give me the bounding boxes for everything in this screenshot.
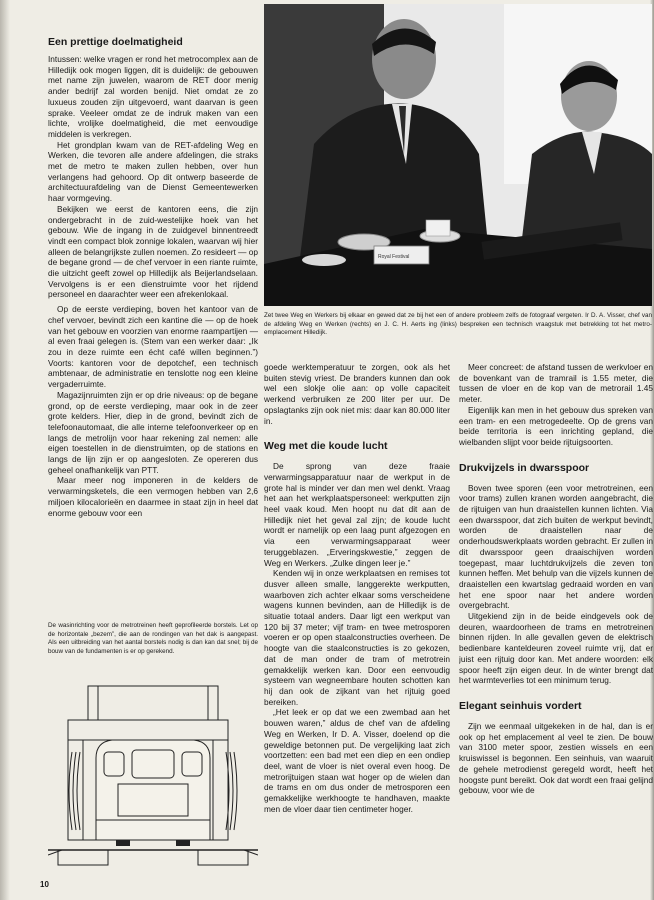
section-heading: Drukvijzels in dwarsspoor — [459, 461, 590, 474]
tram-drawing-caption: De wasinrichting voor de metrotreinen heeft geprofileerde borstels. Let op de horizontale „bezem”, die aan de rondingen van het dak is aangepast. Als een uitbreiding van het aantal borstels nodig is dan kan dat snel; bij de bouw van de fundamenten is er op gerekend. — [48, 622, 258, 655]
tram-wash-drawing — [48, 680, 258, 870]
paragraph: Bekijken we eerst de kantoren eens, die zijn ondergebracht in de zuid-westelijke hoek van het gebouw. Wie de ingang in de zuidgevel binnentreedt vindt een compact blok zonnige lokalen, waarvan wij hier alleen de belangrijkste zullen noemen. Zo resideert — op de begane grond — de chef vervoer in een riante ruimte, die uitzicht geeft zowel op Hilledijk als Beijerlandselaan. Vervolgens is er een dienstruimte voor het rijdend personeel en daarachter weer een afrekenlokaal. — [48, 203, 258, 300]
paragraph: Meer concreet: de afstand tussen de werkvloer en de bovenkant van de tramrail is 1.55 meter, die tussen de vloer en de kop van de metrorail 1.45 meter. — [459, 362, 653, 405]
paragraph: Magazijnruimten zijn er op drie niveaus: op de begane grond, op de eerste verdieping, maar ook in de zeer grote kelders. Hier, diep in de grond, bevindt zich de telefoonautomaat, die alle interne telefoonverkeer op en langs de metrolijn voor haar rekening zal nemen: alle eigen toestellen in de dienstruimten, op de stations en langs de lijn zijn er op aangesloten. Ze opereren dus geheel onafhankelijk van PTT. — [48, 389, 258, 475]
photo-caption: Zet twee Weg en Werkers bij elkaar en gewed dat ze bij het een of andere probleem zelfs de fotograaf vergeten. Ir D. A. Visser, chef van de afdeling Weg en Werken (rechts) en J. C. H. Aerts ing (links) bespreken een technisch vraagstuk met betrekking tot het metro-emplacement Hilledijk. — [264, 312, 652, 337]
cigarette-pack-label: Royal Festival — [378, 254, 410, 260]
paragraph: „Het leek er op dat we een zwembad aan het bouwen waren,” aldus de chef van de afdeling Weg en Werken, Ir D. A. Visser, doelend op die geweldige betonnen put. De vergelijking laat zich voortzetten: een bad met een diep en een ondiep deel, want de vloer is niet overal even hoog. De metrorijtuigen staan wat hoger op de wielen dan de trams en om dus onder de metrosporen een gemakkelijke werkhoogte te handhaven, maakte men de vloer daar tien centimeter hoger. — [264, 707, 450, 814]
page-gutter-shadow — [0, 0, 10, 900]
page-number: 10 — [40, 880, 49, 889]
photo-two-men — [264, 4, 652, 306]
paragraph: Intussen: welke vragen er rond het metrocomplex aan de Hilledijk ook mogen liggen, dit is duidelijk: de gebouwen met name zijn juwelen, waarom de RET door menig ander bedrijf zal worden benijd. Niet omdat ze zo luxueus zouden zijn uitgevoerd, want daarvan is geen sprake. Veeleer omdat ze de indruk maken van een lichte, vrolijke doelmatigheid, die met eenvoudige middelen is verkregen. — [48, 54, 258, 139]
paragraph: Kenden wij in onze werkplaatsen en remises tot dusver alleen smalle, langgerekte werkputten, waarboven zich achter elkaar soms verscheidene wagens kunnen bevinden, aan de Hilledijk is de situatie totaal anders. Daar ligt een werkput van 120 bij 37 meter; vijf tram- en twee metrosporen voeren er op open staalconstructies overheen. De hoogte van die staalconstructies is zo gekozen, dat de man onder de tram of metrotrein gemakkelijk werken kan. Door een eenvoudig systeem van wegneembare houten schotten kan hij dan ook de zijkant van het rijtuig goed bereiken. — [264, 568, 450, 707]
paragraph: De sprong van deze fraaie verwarmingsapparatuur naar de werkput in de grote hal is minder ver dan men wel denkt. Vraag het aan het werkplaatspersoneel: werkputten zijn heel vaak koud. Men hoopt nu dat dit aan de Hilledijk niet het geval zal zijn; de koude lucht wordt er namelijk op een laag punt afgezogen en via een verwarmingsapparaat weer teruggeblazen. „Erveringskwestie,” zeggen de Weg en Werkers. „Zulke dingen leer je.” — [264, 461, 450, 568]
column-1 — [48, 36, 258, 606]
paragraph: Het grondplan kwam van de RET-afdeling Weg en Werken, die tevoren alle andere afdelingen, die straks met de metro te maken zullen hebben, over hun verlangens had gehoord. Op dit ontwerp baseerde de architectuurafdeling van de Dienst Gemeentewerken haar vormgeving. — [48, 139, 258, 204]
column-3 — [459, 362, 653, 872]
paragraph: Uitgekiend zijn in de beide eindgevels ook de deuren, waardoorheen de trams en metrotreinen binnen rijden. In alle gevallen geven de elektrisch bedienbare kanteldeuren zoveel ruimte vrij, dat er juist een rijtuig door kan. Met andere woorden: elk spoor heeft zijn eigen deur. In de winter brengt dat het warmteverlies tot een minimum terug. — [459, 611, 653, 686]
section-heading: Elegant seinhuis vordert — [459, 699, 582, 712]
section-heading: Weg met die koude lucht — [264, 440, 388, 453]
paragraph: goede werktemperatuur te zorgen, ook als het buiten stevig vriest. De branders kunnen dan ook wel een slokje olie aan: op volle capaciteit werkend verbruiken ze 200 liter per uur. De opslagtanks zijn ook niet mis: daar kan 80.000 liter in. — [264, 362, 450, 426]
paragraph: Op de eerste verdieping, boven het kantoor van de chef vervoer, bevindt zich een kantine die — op de hoek van het gebouw en voorzien van enorme raampartijen — al even fraai gelegen is. (Stem van een werker daar: „Ik zou in deze ruimte een écht café willen beginnen.”) Voorts: kantoren voor de depotchef, een technisch ambtenaar, de administratie en tenslotte nog een kleine vergaderruimte. — [48, 304, 258, 390]
paragraph: Eigenlijk kan men in het gebouw dus spreken van een tram- en een metrogedeelte. Op de grens van beide territoria is een inrichting gepland, die wielbanden slijpt voor beide rijtuigsoorten. — [459, 404, 653, 447]
paragraph: Boven twee sporen (een voor metrotreinen, een voor trams) zullen kranen worden aangebracht, die de rijtuigen van hun draaistellen kunnen lichten. Via een dwarsspoor, dat zich buiten de werkput bevindt, worden de draaistellen naar de onderhoudswerkplaats worden gebracht. Er zullen in dit dwarsspoor geen draaischijven worden toegepast, maar luchtdrukvijzels die zeven ton kunnen heffen. Met behulp van die vijzels kunnen de draaistellen een kwartslag gedraaid worden en van het ene spoor naar het andere worden overgebracht. — [459, 482, 653, 611]
paragraph: Zijn we eenmaal uitgekeken in de hal, dan is er ook op het emplacement al veel te zien. De bouw van 3100 meter spoor, zestien wissels en een kruiswissel is begonnen. Een seinhuis, van waaruit de gehele metrodienst geregeld wordt, heeft het hoogste punt bereikt. Ook dat wordt een fraai gelijnd gebouw, voor wie de — [459, 720, 653, 796]
section-heading: Een prettige doelmatigheid — [48, 36, 183, 48]
paragraph: Maar meer nog imponeren in de kelders de verwarmingsketels, die een vermogen hebben van 2,6 miljoen kilocalorieën en daarmee in staat zijn in heel dat enorme gebouw voor een — [48, 475, 258, 518]
column-2 — [264, 362, 450, 872]
